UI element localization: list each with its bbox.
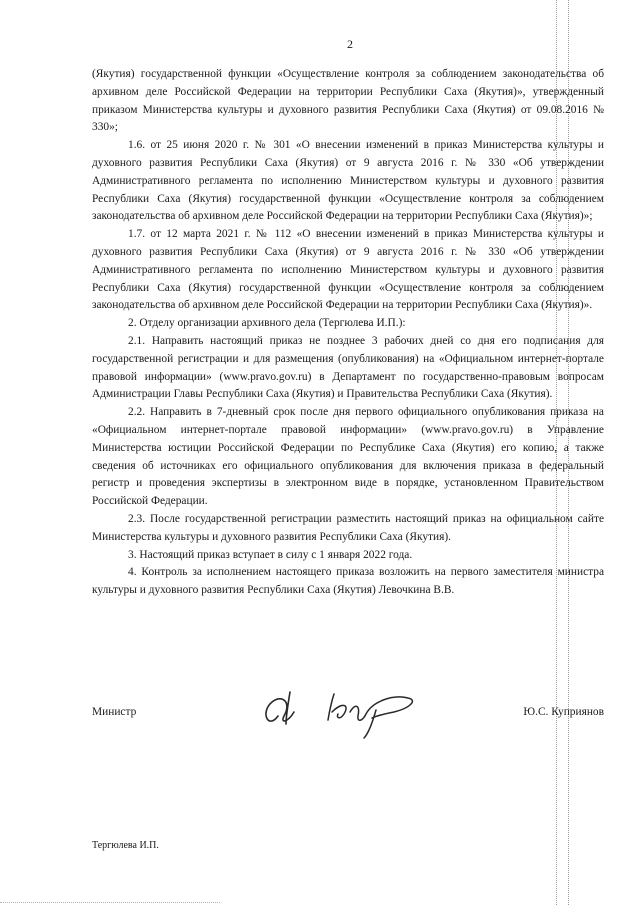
paragraph-2: 2. Отделу организации архивного дела (Тергюлева И.П.): — [128, 317, 406, 330]
signatory-title: Министр — [92, 706, 137, 718]
page-number: 2 — [347, 37, 353, 51]
paragraph-4: 4. Контроль за исполнением настоящего приказа возложить на первого заместителя министра культуры и духовного развития Республики Саха (Якутия) Левочкина В.В. — [92, 566, 604, 597]
document-body — [92, 66, 604, 600]
signature-block — [92, 700, 604, 740]
paragraph-1-6: 1.6. от 25 июня 2020 г. № 301 «О внесении изменений в приказ Министерства культуры и духовного развития Республики Саха (Якутия) от 9 августа 2016 г. № 330 «Об утверждении Административного регламента по исполнению Министерством культуры и духовного развития Республики Саха (Якутия) государственной функции «Осуществление контроля за соблюдением законодательства об архивном деле Российской Федерации на территории Республики Саха (Якутия)»; — [92, 139, 604, 223]
signatory-name: Ю.С. Куприянов — [523, 706, 604, 718]
paragraph-2-3: 2.3. После государственной регистрации разместить настоящий приказ на официальном сайте Министерства культуры и духовного развития Республики Саха (Якутия). — [92, 512, 604, 543]
paragraph-continuation: (Якутия) государственной функции «Осуществление контроля за соблюдением законодательства об архивном деле Российской Федерации на территории Республики Саха (Якутия)», утвержденный приказом Министерства культуры и духовного развития Республики Саха (Якутия) от 09.08.2016 № 330»; — [92, 68, 604, 134]
paragraph-3: 3. Настоящий приказ вступает в силу с 1 января 2022 года. — [128, 548, 413, 561]
paragraph-1-7: 1.7. от 12 марта 2021 г. № 112 «О внесении изменений в приказ Министерства культуры и духовного развития Республики Саха (Якутия) от 9 августа 2016 г. № 330 «Об утверждении Административного регламента по исполнению Министерством культуры и духовного развития Республики Саха (Якутия) государственной функции «Осуществление контроля за соблюдением законодательства об архивном деле Российской Федерации на территории Республики Саха (Якутия)». — [92, 228, 604, 312]
paragraph-2-2: 2.2. Направить в 7-дневный срок после дня первого официального опубликования приказа на «Официальном интернет-портале правовой информации» (www.pravo.gov.ru) в Управление Министерства юстиции Российской Федерации по Республике Саха (Якутия) его копию, а также сведения об источниках его официального опубликования для включения приказа в федеральный регистр и проведения экспертизы в электронном виде в порядке, установленном Правительством Российской Федерации. — [92, 406, 604, 508]
scan-artifact-line — [0, 902, 220, 903]
paragraph-2-1: 2.1. Направить настоящий приказ не позднее 3 рабочих дней со дня его подписания для государственной регистрации и для размещения (опубликования) на «Официальном интернет-портале правовой информации» (www.pravo.gov.ru) в Департамент по государственно-правовым вопросам Администрации Главы Республики Саха (Якутия) и Правительства Республики Саха (Якутия). — [92, 334, 604, 401]
executor-name: Тергюлева И.П. — [92, 840, 159, 851]
